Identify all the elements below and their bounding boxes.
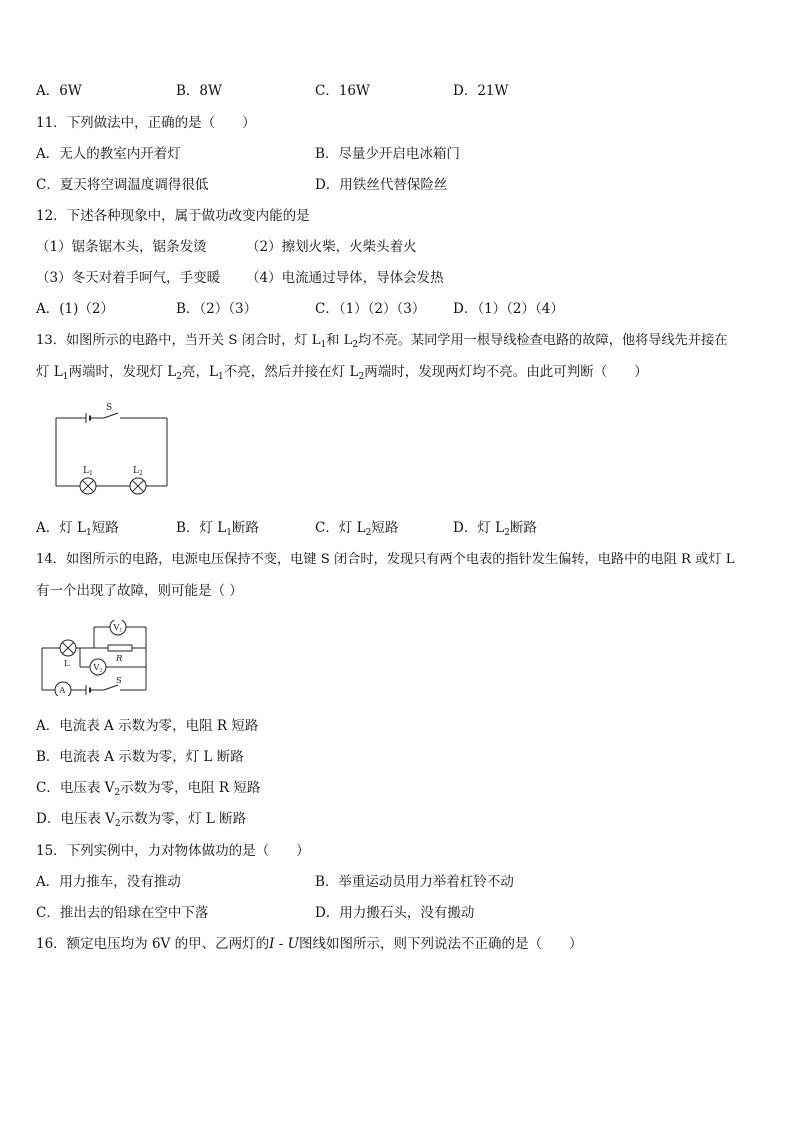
q12-option-d[interactable]: D．（1）（2）（4） xyxy=(453,301,564,317)
svg-text:A: A xyxy=(59,686,66,695)
svg-text:V2: V2 xyxy=(93,663,103,674)
q13-stem-line-2: 灯 $L_1$两端时，发现灯 $L_2$亮，$L_1$不亮，然后并接在灯 $L_2$两端时，发现两灯均不亮。由此可判断（ ） xyxy=(36,364,648,382)
q15-option-b[interactable]: B．举重运动员用力举着杠铃不动 xyxy=(315,874,514,890)
q13-option-b[interactable]: B．灯 $L_1$断路 xyxy=(176,520,259,538)
q12-option-a[interactable]: A．(1)（2） xyxy=(36,301,114,317)
q14-option-d[interactable]: D．电压表 $V_2$示数为零，灯 L 断路 xyxy=(36,811,247,829)
q12-item-1: （1）锯条锯木头，锯条发烫 xyxy=(36,239,207,255)
q12-item-4: （4）电流通过导体，导体会发热 xyxy=(246,270,444,286)
q15-option-c[interactable]: C．推出去的铅球在空中下落 xyxy=(36,905,209,921)
q12-option-b[interactable]: B．（2）（3） xyxy=(176,301,258,317)
lamp-l2-label: $L_2$ xyxy=(133,466,143,477)
svg-text:R: R xyxy=(116,654,123,664)
q10-option-a[interactable]: A．6W xyxy=(36,83,82,99)
q16-stem: 16．额定电压均为 6V 的甲、乙两灯的I - U图线如图所示，则下列说法不正确的是（ ） xyxy=(36,936,583,952)
q12-item-3: （3）冬天对着手呵气，手变暖 xyxy=(36,270,221,286)
q12-item-2: （2）擦划火柴，火柴头着火 xyxy=(246,239,417,255)
resistor-r-icon xyxy=(108,645,132,651)
q13-option-c[interactable]: C．灯 $L_2$短路 xyxy=(315,520,399,538)
svg-text:L: L xyxy=(64,659,70,669)
q11-option-c[interactable]: C．夏天将空调温度调得很低 xyxy=(36,177,209,193)
q13-stem-line-1: 13．如图所示的电路中，当开关 S 闭合时，灯 $L_1$和 $L_2$均不亮。某同学用一根导线检查电路的故障，他将导线先并接在 xyxy=(36,333,728,350)
q13-circuit-diagram xyxy=(48,400,178,498)
q11-option-a[interactable]: A．无人的教室内开着灯 xyxy=(36,146,181,162)
q10-option-d[interactable]: D．21W xyxy=(453,83,509,99)
q14-option-a[interactable]: A．电流表 A 示数为零，电阻 R 短路 xyxy=(36,718,259,734)
switch-label: S xyxy=(106,403,113,413)
q13-option-d[interactable]: D．灯 $L_2$断路 xyxy=(453,520,537,538)
q11-stem: 11．下列做法中，正确的是（ ） xyxy=(36,115,256,131)
q15-stem: 15．下列实例中，力对物体做功的是（ ） xyxy=(36,843,310,859)
q15-option-a[interactable]: A．用力推车，没有推动 xyxy=(36,874,181,890)
q12-option-c[interactable]: C．（1）（2）（3） xyxy=(315,301,426,317)
q11-option-b[interactable]: B．尽量少开启电冰箱门 xyxy=(315,146,460,162)
q11-option-d[interactable]: D．用铁丝代替保险丝 xyxy=(315,177,448,193)
q14-stem-line-1: 14．如图所示的电路，电源电压保持不变，电键 S 闭合时，发现只有两个电表的指针发生偏转，电路中的电阻 R 或灯 L xyxy=(36,552,735,567)
q12-stem: 12．下述各种现象中，属于做功改变内能的是 xyxy=(36,208,310,224)
q14-option-c[interactable]: C．电压表 $V_2$示数为零，电阻 R 短路 xyxy=(36,780,261,798)
q10-option-c[interactable]: C．16W xyxy=(315,83,370,99)
svg-text:V1: V1 xyxy=(113,623,123,634)
q15-option-d[interactable]: D．用力搬石头，没有搬动 xyxy=(315,905,475,921)
q10-option-b[interactable]: B．8W xyxy=(176,83,222,99)
q14-circuit-diagram xyxy=(38,620,150,696)
q14-option-b[interactable]: B．电流表 A 示数为零，灯 L 断路 xyxy=(36,749,244,765)
q14-stem-line-2: 有一个出现了故障，则可能是（ ） xyxy=(36,583,243,599)
lamp-l1-label: $L_1$ xyxy=(83,466,93,477)
q13-option-a[interactable]: A．灯 $L_1$短路 xyxy=(36,520,119,538)
svg-text:S: S xyxy=(116,676,122,686)
switch-blade xyxy=(104,413,118,418)
